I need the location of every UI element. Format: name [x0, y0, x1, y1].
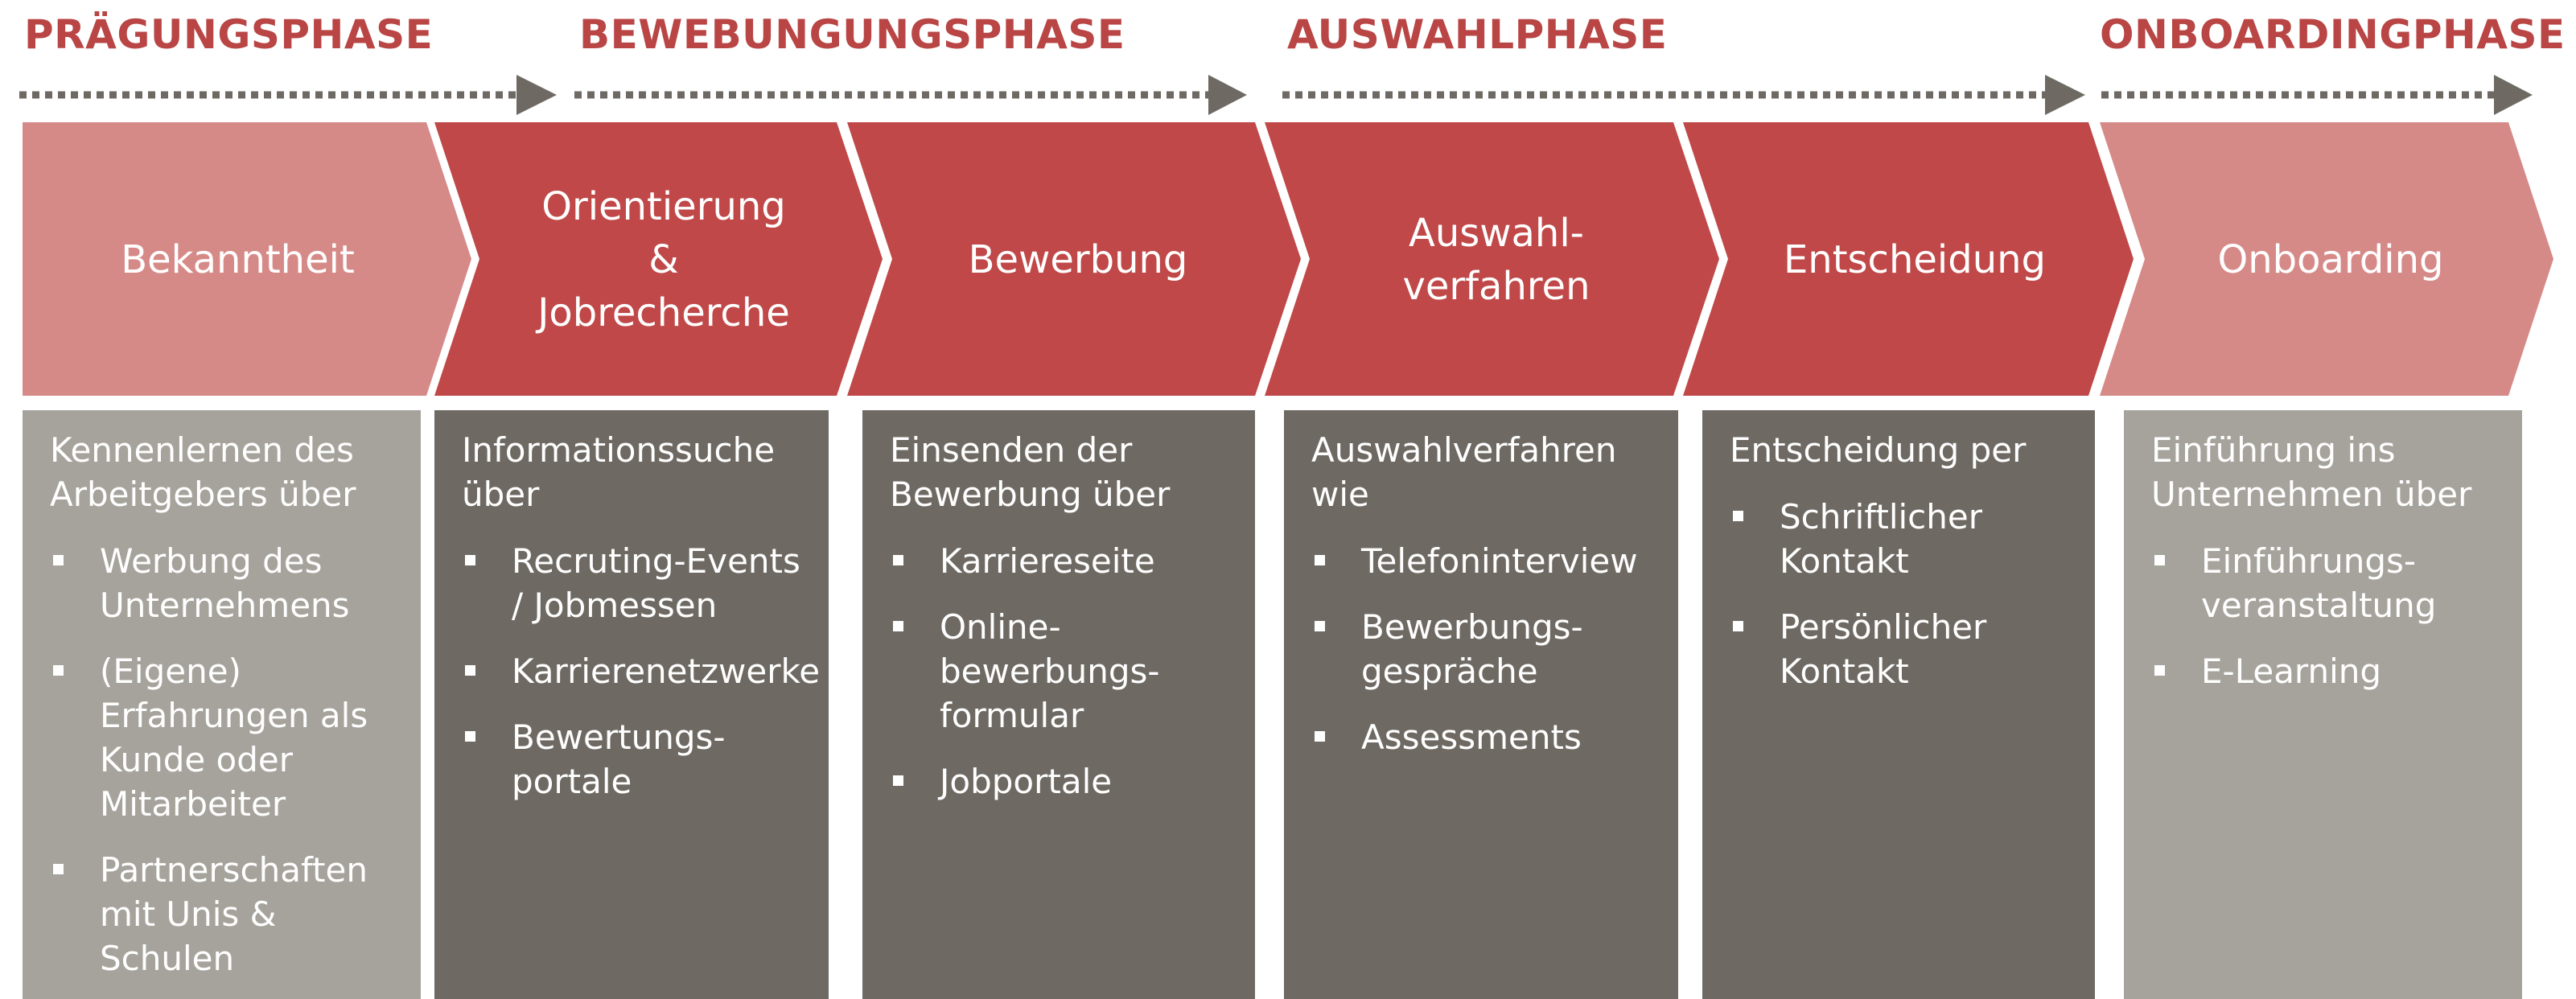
bullet-icon	[893, 621, 903, 631]
stage-intro: Einsenden der Bewerbung über	[890, 430, 1171, 514]
stage-title-entscheidung: Entscheidung	[1783, 237, 2047, 282]
bullet-icon	[465, 731, 475, 742]
list-item-text: Online-bewerbungs-formular	[940, 607, 1160, 735]
list-item-text: (Eigene) Erfahrungen als Kunde oder Mitarbeiter	[100, 652, 368, 824]
phase-arrow-praegung	[18, 71, 558, 119]
list-item-text: E-Learning	[2201, 652, 2382, 691]
list-item-text: Einführungs-veranstaltung	[2201, 541, 2437, 625]
list-item	[2151, 539, 2498, 627]
list-item	[462, 715, 804, 804]
bullet-icon	[1315, 621, 1325, 631]
list-item	[1311, 715, 1654, 759]
list-item	[890, 759, 1231, 804]
stage-item-list	[462, 539, 821, 804]
bullet-icon	[53, 665, 64, 676]
stage-box-bewerbung	[862, 410, 1255, 999]
bullet-icon	[465, 665, 475, 676]
stage-title-auswahlverfahren: Auswahl- verfahren	[1402, 211, 1590, 309]
bullet-icon	[2154, 555, 2165, 565]
list-item	[462, 649, 821, 693]
phase-arrow-onboarding	[2100, 71, 2534, 119]
stage-box-entscheidung	[1702, 410, 2095, 999]
list-item-text: Karriereseite	[940, 541, 1155, 581]
stage-box-auswahlverfahren	[1284, 410, 1678, 999]
bullet-icon	[1315, 555, 1325, 565]
bullet-icon	[893, 555, 903, 565]
list-item	[1730, 495, 2071, 583]
stage-item-list	[50, 539, 397, 980]
list-item	[1730, 605, 2071, 693]
bullet-icon	[1315, 731, 1325, 742]
phase-label-auswahl: AUSWAHLPHASE	[1287, 11, 1668, 58]
bullet-icon	[1733, 621, 1743, 631]
phase-label-onboarding: ONBOARDINGPHASE	[2100, 11, 2566, 58]
stage-intro: Auswahlverfahren wie	[1311, 430, 1617, 514]
list-item-text: Assessments	[1361, 717, 1582, 757]
list-item	[50, 649, 397, 826]
stage-intro: Informationssuche über	[462, 430, 776, 514]
stage-intro: Kennenlernen des Arbeitgebers über	[50, 430, 356, 514]
list-item	[2151, 649, 2498, 693]
list-item	[50, 848, 397, 980]
list-item-text: Bewertungs-portale	[512, 717, 726, 801]
stage-box-orientierung	[434, 410, 829, 999]
list-item-text: Jobportale	[940, 762, 1113, 801]
phase-label-bewerbung: BEWEBUNGUNGSPHASE	[579, 11, 1125, 58]
stage-intro: Entscheidung per	[1730, 430, 2027, 470]
list-item-text: Recruting-Events / Jobmessen	[512, 541, 800, 625]
stage-item-list	[890, 539, 1231, 804]
stage-title-bekanntheit: Bekanntheit	[121, 237, 355, 282]
list-item	[462, 539, 804, 627]
stage-box-bekanntheit	[23, 410, 421, 999]
stage-item-list	[1730, 495, 2071, 693]
list-item	[1311, 605, 1654, 693]
list-item-text: Partnerschaften mit Unis & Schulen	[100, 850, 368, 978]
list-item-text: Telefoninterview	[1361, 541, 1638, 581]
stage-intro: Einführung ins Unternehmen über	[2151, 430, 2472, 514]
stage-title-orientierung: Orientierung & Jobrecherche	[537, 184, 790, 335]
phase-label-praegung: PRÄGUNGSPHASE	[24, 11, 434, 58]
stage-box-onboarding	[2124, 410, 2522, 999]
list-item	[1311, 539, 1654, 583]
bullet-icon	[2154, 665, 2165, 676]
stage-item-list	[2151, 539, 2498, 693]
stage-title-bewerbung: Bewerbung	[968, 237, 1188, 282]
stage-item-list	[1311, 539, 1654, 759]
bullet-icon	[1733, 511, 1743, 521]
list-item-text: Bewerbungs-gespräche	[1361, 607, 1583, 691]
bullet-icon	[53, 864, 64, 874]
list-item-text: Werbung des Unternehmens	[100, 541, 350, 625]
list-item-text: Persönlicher Kontakt	[1780, 607, 1987, 691]
phase-arrow-bewerbung	[573, 71, 1249, 119]
bullet-icon	[53, 555, 64, 565]
list-item	[890, 605, 1231, 738]
phase-arrow-auswahl	[1281, 71, 2087, 119]
list-item	[50, 539, 397, 627]
stage-title-onboarding: Onboarding	[2217, 237, 2444, 282]
list-item-text: Karrierenetzwerke	[512, 652, 821, 691]
bullet-icon	[465, 555, 475, 565]
bullet-icon	[893, 775, 903, 786]
list-item-text: Schriftlicher Kontakt	[1780, 497, 1982, 581]
list-item	[890, 539, 1231, 583]
